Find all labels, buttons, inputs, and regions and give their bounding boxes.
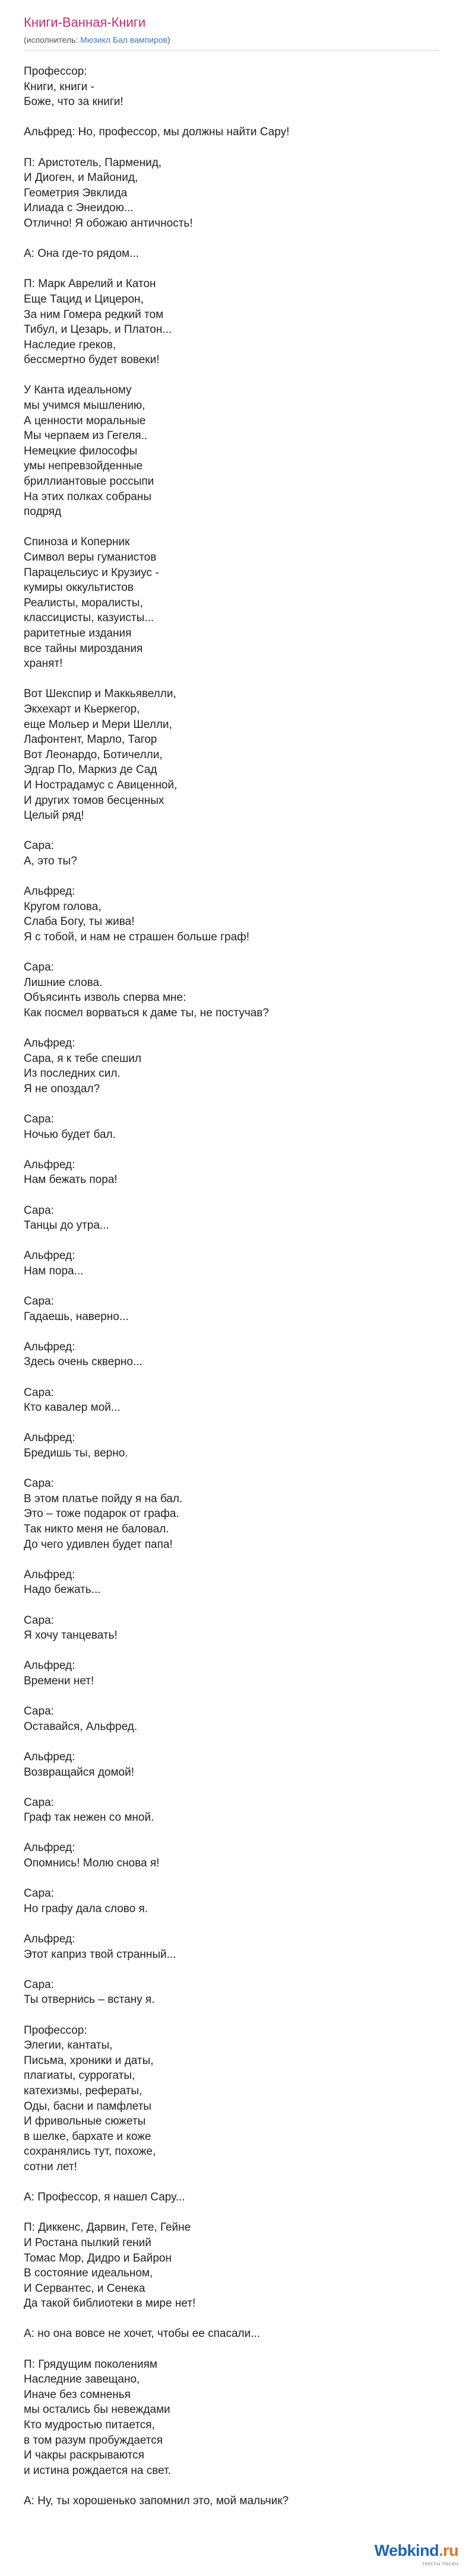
lyric-stanza [24,2326,451,2342]
lyric-line: Сара: [24,1887,54,1900]
lyric-line: Экхехарт и Кьеркегор, [24,702,140,715]
lyric-line: умы непревзойденные [24,460,143,473]
lyric-line: Этот каприз твой странный... [24,1948,176,1961]
lyric-stanza [24,1340,451,1370]
lyric-stanza [24,535,451,671]
artist-link[interactable]: Мюзикл Бал вампиров [80,35,167,44]
lyric-line: Сара: [24,1614,54,1627]
lyric-stanza [24,1294,451,1324]
lyric-line: Это – тоже подарок от графа. [24,1508,179,1521]
lyric-line: Отлично! Я обожаю античность! [24,217,193,230]
lyric-stanza [24,2220,451,2311]
lyric-line: и истина рождается на свет. [24,2464,171,2477]
lyric-line: А: Она где-то рядом... [24,247,139,260]
lyric-line: Сара: [24,1204,54,1217]
lyric-line: А: Ну, ты хорошенько запомнил это, мой мальчик? [24,2495,289,2507]
lyric-stanza [24,1036,451,1096]
lyric-line: Альфред: [24,1933,75,1946]
lyric-line: Вот Леонардо, Ботичелли, [24,748,163,761]
lyric-line: сотни лет! [24,2160,77,2173]
lyric-line: кумиры оккультистов [24,581,134,594]
lyric-line: Еще Тацид и Цицерон, [24,292,144,306]
lyric-line: Из последних сил. [24,1067,121,1080]
lyric-stanza [24,276,451,368]
lyric-line: Бредишь ты, верно. [24,1447,128,1460]
lyric-line: Сара: [24,961,54,974]
lyric-line: Альфред: [24,1249,75,1262]
lyric-line: А ценности моральные [24,414,146,427]
lyric-line: Мы черпаем из Гегеля.. [24,430,148,443]
lyric-stanza [24,884,451,944]
lyric-line: Кто кавалер мой... [24,1401,121,1414]
lyric-line: П: Грядущим поколениям [24,2358,157,2371]
lyric-line: Альфред: [24,1842,75,1855]
lyric-line: Сара: [24,1477,54,1490]
lyric-stanza [24,1932,451,1962]
page-title: Книги-Ванная-Книги [24,15,146,30]
lyric-line: У Канта идеальному [24,384,132,397]
logo-main-text: Webkind [374,2542,439,2559]
page-footer [0,2533,475,2576]
lyric-line: А: но она вовсе не хочет, чтобы ее спасали... [24,2327,261,2340]
lyric-line: бессмертно будет вовеки! [24,354,160,367]
lyric-line: П: Диккенс, Дарвин, Гете, Гейне [24,2221,191,2234]
lyric-line: И Сервантес, и Сенека [24,2282,145,2295]
lyric-stanza [24,246,451,262]
logo-tld-text: .ru [438,2542,458,2559]
lyric-line: Профессор: [24,2024,87,2037]
lyric-line: Лафонтент, Марло, Тагор [24,733,157,746]
lyric-line: сохранялись тут, похоже, [24,2145,156,2158]
logo-tagline: тексты песен [422,2561,458,2567]
lyric-stanza [24,1658,451,1688]
lyric-line: Символ веры гуманистов [24,551,157,564]
lyric-line: Опомнись! Молю снова я! [24,1857,160,1870]
lyric-line: И Ростана пылкий гений [24,2236,151,2249]
lyric-line: Альфред: [24,1659,75,1672]
lyric-line: хранят! [24,657,63,670]
lyric-line: Я не опоздал? [24,1082,100,1095]
lyric-line: И других томов бесценных [24,794,164,807]
lyric-line: Профессор: [24,65,87,78]
lyric-stanza [24,1157,451,1188]
lyric-line: раритетные издания [24,626,132,640]
lyric-line: плагиаты, суррогаты, [24,2069,135,2082]
lyric-line: Возвращайся домой! [24,1766,135,1779]
lyric-stanza [24,838,451,869]
lyric-stanza [24,64,451,110]
lyric-line: До чего удивлен будет папа! [24,1538,173,1551]
lyric-line: И Нострадамус с Авиценной, [24,778,178,791]
lyric-line: Времени нет! [24,1674,94,1687]
lyric-line: На этих полках собраны [24,490,151,503]
lyric-line: Здесь очень скверно... [24,1356,142,1369]
lyric-line: Как посмел ворваться к даме ты, не постучав? [24,1006,269,1019]
lyric-line: Альфред: [24,885,75,898]
lyric-stanza [24,1795,451,1826]
lyric-line: И чакры раскрываются [24,2449,144,2462]
lyric-line: Нам пора... [24,1264,84,1277]
lyric-line: Я хочу танцевать! [24,1629,118,1642]
lyric-line: Альфред: [24,1750,75,1763]
lyric-line: бриллиантовые россыпи [24,475,154,488]
lyric-stanza [24,1112,451,1142]
lyric-line: Немецкие философы [24,444,138,457]
lyric-line: Кругом голова, [24,900,102,913]
lyric-line: классицисты, казуисты... [24,612,154,625]
lyric-stanza [24,383,451,519]
lyric-line: Иначе без сомненья [24,2388,131,2401]
lyric-line: Наследние завещано, [24,2373,140,2386]
lyric-line: Элегии, кантаты, [24,2039,113,2052]
lyric-line: В состояние идеальном, [24,2267,153,2280]
lyric-line: Сара, я к тебе спешил [24,1052,142,1065]
lyric-stanza [24,1977,451,2008]
lyric-line: Альфред: [24,1037,75,1050]
lyric-line: Танцы до утра... [24,1219,109,1232]
lyric-line: Наследие греков, [24,338,116,351]
lyric-line: Книги, книги - [24,80,94,93]
lyric-line: А, это ты? [24,854,77,867]
lyric-line: Я с тобой, и нам не страшен больше граф! [24,930,250,943]
lyric-line: И Диоген, и Майонид, [24,171,138,185]
lyric-stanza [24,1567,451,1598]
lyric-stanza [24,2190,451,2205]
lyric-line: Гадаешь, наверно... [24,1310,129,1323]
lyric-line: Альфред: [24,1158,75,1171]
lyric-line: Сара: [24,1295,54,1308]
lyric-line: Оды, басни и памфлеты [24,2100,151,2113]
lyric-line: Сара: [24,839,54,853]
lyric-stanza [24,1750,451,1780]
lyric-line: Граф так нежен со мной. [24,1811,154,1824]
lyric-line: Эдгар По, Маркиз де Сад [24,764,157,777]
lyric-line: катехизмы, рефераты, [24,2084,142,2097]
lyric-stanza [24,2023,451,2175]
lyric-line: За ним Гомера редкий том [24,308,164,321]
lyric-line: Реалисты, моралисты, [24,596,143,609]
lyric-line: Парацельсиус и Крузиус - [24,566,159,579]
lyric-stanza [24,2494,451,2509]
lyric-stanza [24,1476,451,1552]
lyric-stanza [24,155,451,231]
artist-line [24,34,451,45]
lyric-line: Письма, хроники и даты, [24,2054,154,2067]
lyric-line: еще Мольер и Мери Шелли, [24,718,172,731]
lyric-stanza [24,960,451,1020]
lyric-line: Альфред: [24,1568,75,1581]
lyric-stanza [24,1613,451,1643]
lyric-line: Спиноза и Коперник [24,536,130,549]
lyric-line: П: Марк Аврелий и Катон [24,278,156,291]
lyric-line: Так никто меня не баловал. [24,1523,169,1535]
lyric-line: А: Профессор, я нашел Сару... [24,2191,185,2204]
lyric-line: В этом платье пойду я на бал. [24,1492,183,1505]
lyric-line: Оставайся, Альфред. [24,1720,138,1733]
lyric-stanza [24,1203,451,1233]
lyric-line: П: Аристотель, Парменид, [24,156,162,169]
lyric-line: Надо бежать... [24,1583,101,1597]
lyric-line: все тайны мироздания [24,642,143,655]
lyric-line: Илиада с Энеидою... [24,202,134,215]
lyric-line: Лишние слова. [24,976,103,989]
lyric-line: Альфред: Но, профессор, мы должны найти Сару! [24,126,290,139]
lyric-line: Ты отвернись – встану я. [24,1993,155,2006]
lyric-line: Боже, что за книги! [24,96,124,109]
lyric-stanza [24,1248,451,1279]
lyric-line: Альфред: [24,1340,75,1353]
lyric-line: Слаба Богу, ты жива! [24,915,135,928]
lyric-line: Да такой библиотеки в мире нет! [24,2297,196,2310]
lyric-stanza [24,686,451,823]
lyric-line: Объясинть изволь сперва мне: [24,991,186,1004]
lyric-line: в шелке, бархате и коже [24,2130,151,2143]
lyric-stanza [24,1840,451,1871]
site-logo[interactable] [374,2542,458,2559]
lyric-line: Ночью будет бал. [24,1128,116,1141]
lyric-line: подряд [24,505,62,519]
artist-prefix: (исполнитель: [24,35,81,44]
lyric-stanza [24,1886,451,1916]
lyric-line: Сара: [24,1112,54,1125]
lyric-line: Тибул, и Цезарь, и Платон... [24,323,172,336]
lyric-line: И фривольные сюжеты [24,2115,146,2128]
lyric-stanza [24,2357,451,2479]
lyric-stanza [24,1385,451,1416]
lyric-line: мы учимся мышлению, [24,399,145,412]
lyric-line: Вот Шекспир и Маккьявелли, [24,688,176,701]
lyric-line: Сара: [24,1796,54,1809]
lyric-line: Нам бежать пора! [24,1173,118,1187]
lyric-line: Но графу дала слово я. [24,1902,148,1915]
lyric-line: в том разум пробуждается [24,2434,163,2447]
artist-suffix: ) [167,35,170,44]
lyric-stanza [24,125,451,140]
page-header [24,14,451,50]
lyric-line: Сара: [24,1705,54,1718]
lyric-line: Целый ряд! [24,809,84,822]
lyric-line: Альфред: [24,1432,75,1445]
lyric-stanza [24,1704,451,1734]
lyric-line: Томас Мор, Дидро и Байрон [24,2251,172,2265]
lyric-line: мы остались бы невеждами [24,2403,170,2416]
lyrics-body [24,64,451,2524]
lyric-stanza [24,1430,451,1461]
lyric-line: Сара: [24,1386,54,1399]
lyric-line: Сара: [24,1978,54,1991]
lyric-line: Кто мудростью питается, [24,2419,155,2432]
lyric-line: Геометрия Эвклида [24,186,128,199]
